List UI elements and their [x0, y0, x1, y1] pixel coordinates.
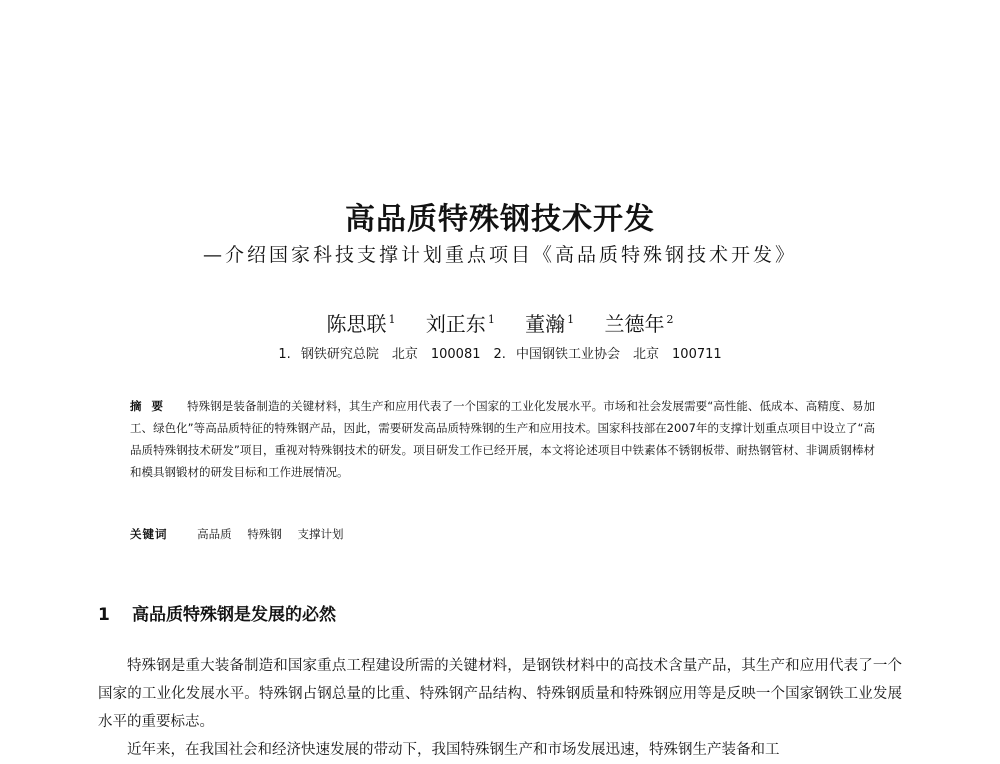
- author-name: 董瀚: [525, 312, 566, 336]
- paragraph: 特殊钢是重大装备制造和国家重点工程建设所需的关键材料，是钢铁材料中的高技术含量产品，其生产和应用代表了一个国家的工业化发展水平。特殊钢占钢总量的比重、特殊钢产品结构、特殊钢质量和特殊钢应用等是反映一个国家钢铁工业发展水平的重要标志。: [98, 658, 902, 730]
- section-number: 1: [98, 605, 110, 625]
- section-title: 高品质特殊钢是发展的必然: [132, 605, 336, 625]
- paragraph: 近年来，在我国社会和经济快速发展的带动下，我国特殊钢生产和市场发展迅速，特殊钢生产装备和工: [127, 742, 780, 758]
- affiliation-mark: 1: [487, 313, 495, 327]
- author-list: [0, 308, 1000, 337]
- keyword: 特殊钢: [247, 527, 282, 541]
- paper-title: 高品质特殊钢技术开发: [345, 202, 655, 237]
- author: [326, 308, 395, 337]
- keyword: 支撑计划: [297, 527, 344, 541]
- abstract-text: 特殊钢是装备制造的关键材料，其生产和应用代表了一个国家的工业化发展水平。市场和社会发展需要“高性能、低成本、高精度、易加工、绿色化”等高品质特征的特殊钢产品，因此，需要研发高品质特殊钢的生产和应用技术。国家科技部在2007年的支撑计划重点项目中设立了“高品质特殊钢技术研发”项目，重视对特殊钢技术的研发。项目研发工作已经开展，本文将论述项目中铁素体不锈钢板带、耐热钢管材、非调质钢棒材和模具钢锻材的研发目标和工作进展情况。: [130, 399, 876, 479]
- author-name: 兰德年: [604, 312, 665, 336]
- keywords-label: 关键词: [130, 527, 168, 541]
- section-heading: [98, 600, 336, 625]
- body-text: [98, 652, 902, 764]
- affiliation-mark: 2: [666, 313, 674, 327]
- author: [525, 308, 574, 337]
- abstract: [130, 395, 875, 483]
- abstract-label: 摘要: [130, 399, 174, 413]
- paper-subtitle: —介绍国家科技支撑计划重点项目《高品质特殊钢技术开发》: [202, 244, 797, 266]
- author: [605, 308, 674, 337]
- author: [426, 308, 495, 337]
- author-name: 陈思联: [326, 312, 387, 336]
- keyword: 高品质: [197, 527, 232, 541]
- author-name: 刘正东: [425, 312, 486, 336]
- affiliation-mark: 1: [567, 313, 575, 327]
- keywords: [130, 526, 343, 542]
- affiliation-mark: 1: [388, 313, 396, 327]
- affiliations: 1. 钢铁研究总院 北京 100081 2. 中国钢铁工业协会 北京 100711: [278, 347, 722, 362]
